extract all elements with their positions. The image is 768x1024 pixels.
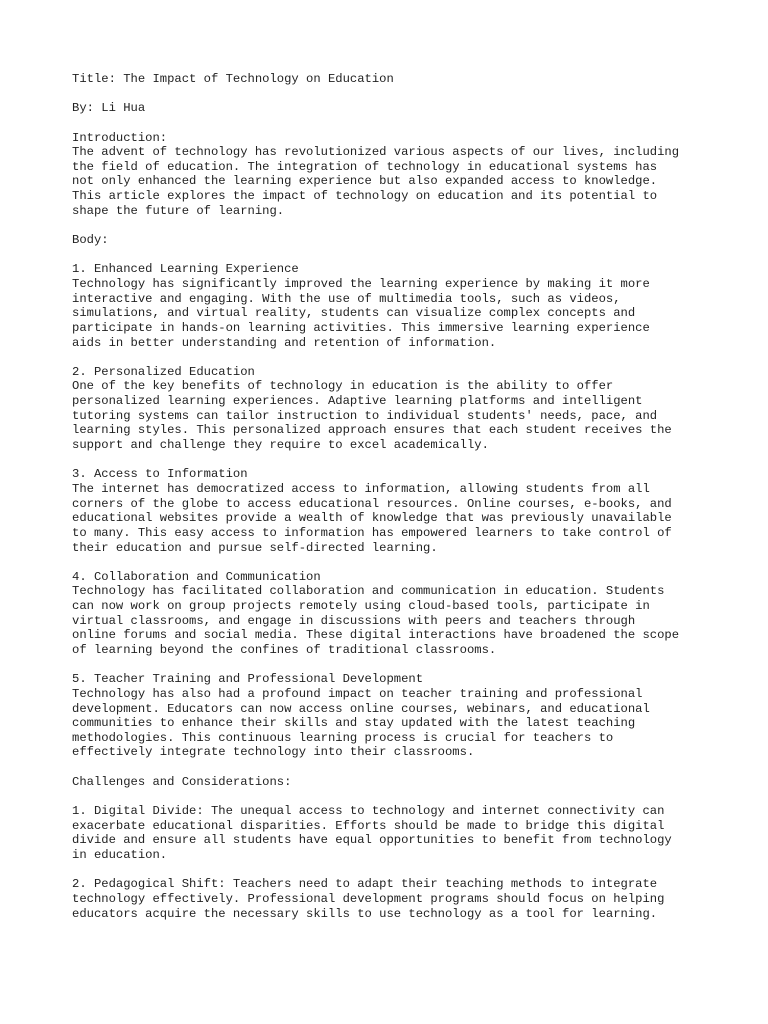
section-teacher-training [72, 672, 712, 760]
intro-heading: Introduction: [72, 130, 168, 145]
challenge-line: 1. Digital Divide: The unequal access to technology and internet connectivity can [72, 804, 665, 819]
intro-line: This article explores the impact of technology on education and its potential to [72, 189, 658, 204]
section-line: simulations, and virtual reality, students can visualize complex concepts and [72, 306, 636, 321]
document-title: Title: The Impact of Technology on Education [72, 72, 394, 86]
challenge-line: educators acquire the necessary skills to use technology as a tool for learning. [72, 906, 658, 921]
section-line: personalized learning experiences. Adaptive learning platforms and intelligent [72, 394, 643, 409]
section-heading: 4. Collaboration and Communication [72, 569, 321, 584]
challenge-pedagogical-shift [72, 877, 712, 921]
section-line: tutoring systems can tailor instruction to individual students' needs, pace, and [72, 408, 658, 423]
section-collaboration [72, 570, 712, 658]
body-heading: Body: [72, 233, 109, 248]
section-line: educational websites provide a wealth of knowledge that was previously unavailable [72, 511, 672, 526]
section-line: support and challenge they require to excel academically. [72, 438, 489, 453]
intro-paragraph [72, 145, 712, 218]
challenge-line: divide and ensure all students have equal opportunities to benefit from technology [72, 833, 672, 848]
section-line: communities to enhance their skills and stay updated with the latest teaching [72, 716, 636, 731]
section-line: online forums and social media. These digital interactions have broadened the scope [72, 628, 680, 643]
section-line: of learning beyond the confines of traditional classrooms. [72, 642, 497, 657]
intro-line: not only enhanced the learning experience but also expanded access to knowledge. [72, 174, 658, 189]
section-heading: 3. Access to Information [72, 467, 248, 482]
section-line: aids in better understanding and retention of information. [72, 335, 497, 350]
section-line: virtual classrooms, and engage in discussions with peers and teachers through [72, 613, 636, 628]
section-enhanced-learning [72, 262, 712, 350]
section-line: can now work on group projects remotely using cloud-based tools, participate in [72, 599, 650, 614]
section-line: methodologies. This continuous learning process is crucial for teachers to [72, 730, 614, 745]
section-line: their education and pursue self-directed learning. [72, 540, 438, 555]
section-line: participate in hands-on learning activities. This immersive learning experience [72, 320, 650, 335]
section-access-to-information [72, 467, 712, 555]
section-heading: 1. Enhanced Learning Experience [72, 262, 299, 277]
section-line: Technology has also had a profound impact on teacher training and professional [72, 686, 643, 701]
section-personalized-education [72, 365, 712, 453]
challenges-heading: Challenges and Considerations: [72, 774, 292, 789]
section-line: Technology has significantly improved the learning experience by making it more [72, 276, 650, 291]
challenge-line: 2. Pedagogical Shift: Teachers need to adapt their teaching methods to integrate [72, 877, 658, 892]
challenge-line: technology effectively. Professional development programs should focus on helping [72, 891, 665, 906]
document-author: By: Li Hua [72, 101, 146, 116]
section-line: corners of the globe to access educational resources. Online courses, e-books, and [72, 496, 672, 511]
intro-line: The advent of technology has revolutionized various aspects of our lives, including [72, 145, 680, 160]
section-line: One of the key benefits of technology in education is the ability to offer [72, 379, 614, 394]
section-line: The internet has democratized access to information, allowing students from all [72, 481, 650, 496]
section-heading: 2. Personalized Education [72, 364, 255, 379]
challenge-digital-divide [72, 804, 712, 863]
intro-line: shape the future of learning. [72, 203, 285, 218]
section-heading: 5. Teacher Training and Professional Development [72, 672, 424, 687]
intro-line: the field of education. The integration of technology in educational systems has [72, 159, 658, 174]
section-line: development. Educators can now access online courses, webinars, and educational [72, 701, 650, 716]
section-line: interactive and engaging. With the use of multimedia tools, such as videos, [72, 291, 621, 306]
challenge-line: in education. [72, 847, 168, 862]
challenge-line: exacerbate educational disparities. Efforts should be made to bridge this digital [72, 818, 665, 833]
section-line: to many. This easy access to information has empowered learners to take control of [72, 525, 672, 540]
section-line: learning styles. This personalized approach ensures that each student receives the [72, 423, 672, 438]
section-line: Technology has facilitated collaboration and communication in education. Students [72, 584, 665, 599]
document-page [72, 72, 712, 921]
section-line: effectively integrate technology into their classrooms. [72, 745, 475, 760]
